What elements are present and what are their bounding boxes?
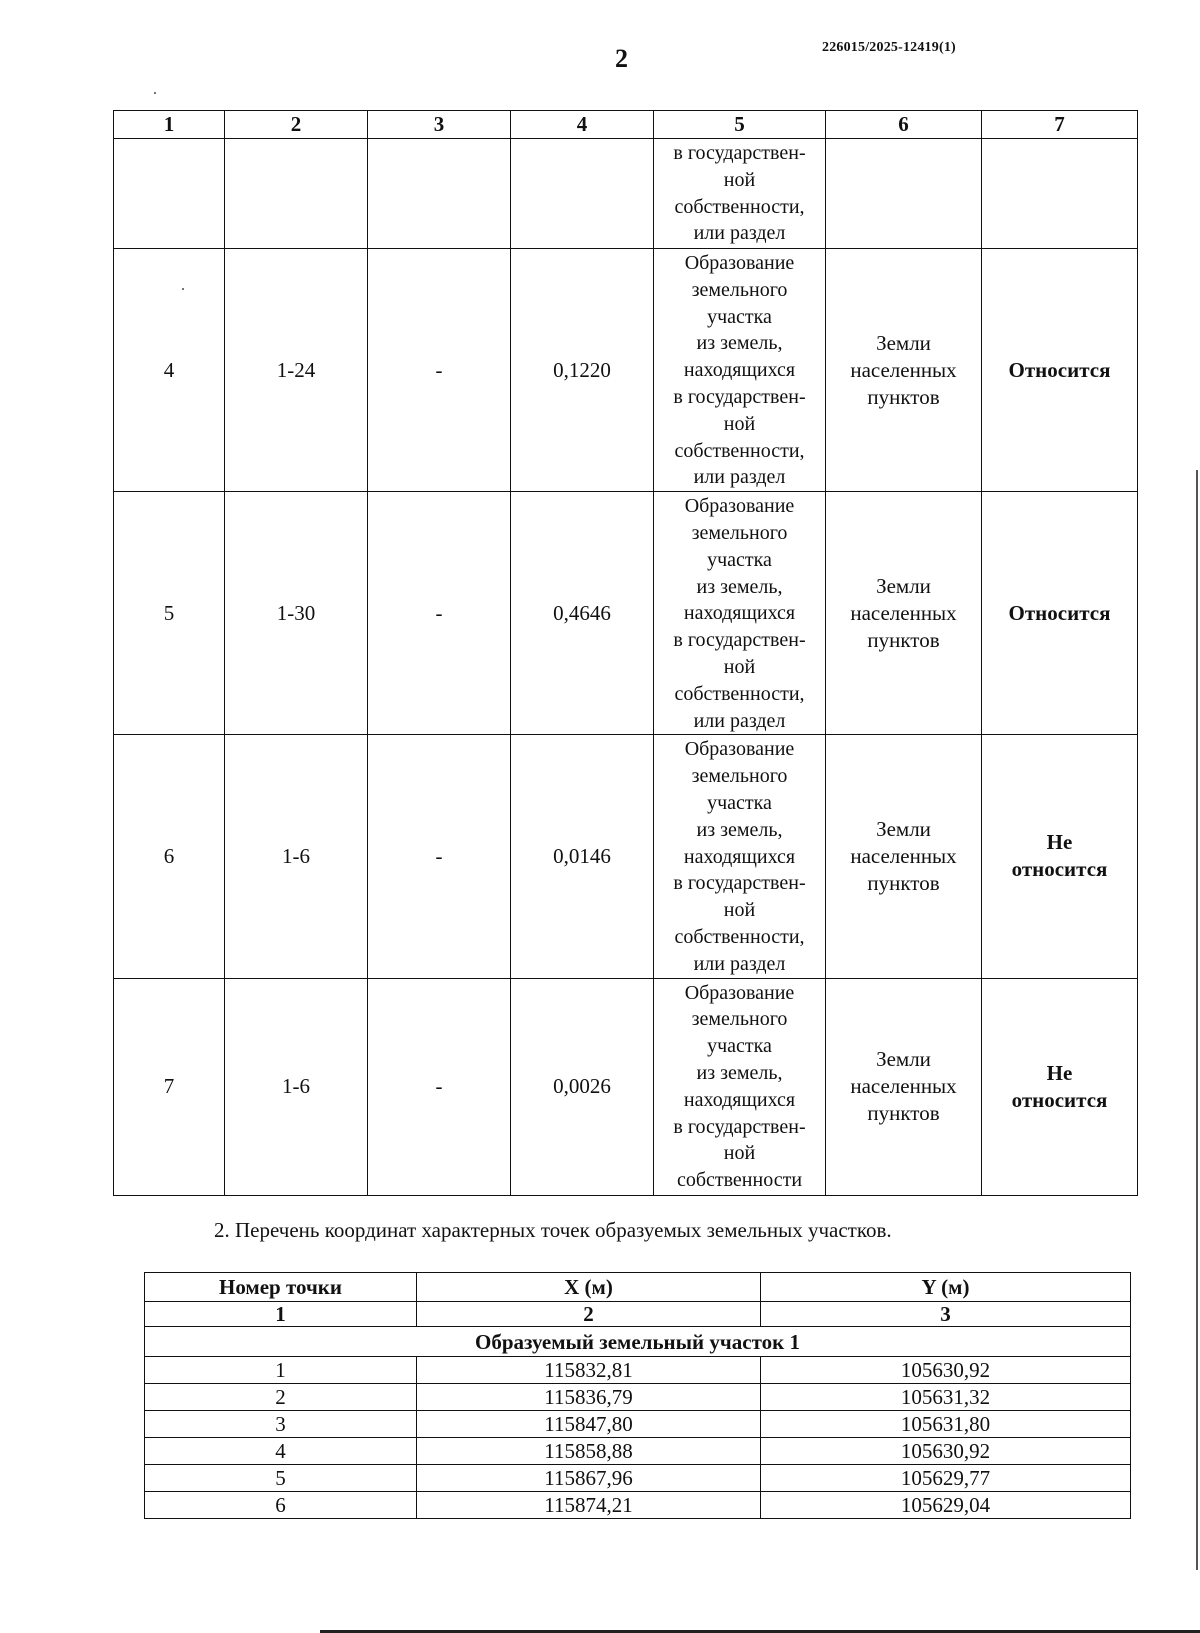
cell-line: собственности, (674, 925, 805, 948)
cadastral-cell: 1-6 (225, 735, 368, 978)
cell-line: находящихся (683, 359, 796, 382)
cell-line: пунктов (867, 627, 940, 652)
column-header: Номер точки (145, 1273, 417, 1302)
table-header-row (114, 111, 1138, 139)
table-cell (826, 139, 982, 249)
land-category-cell (826, 492, 982, 735)
land-category-cell (826, 978, 982, 1195)
cell-line: участка (707, 305, 772, 328)
table-row (114, 978, 1138, 1195)
scan-edge (1196, 470, 1198, 1570)
cell-line: ной (723, 1142, 756, 1165)
cell-line: земельного (691, 765, 788, 788)
relation-cell (982, 249, 1138, 492)
cell-line: из земель, (696, 818, 783, 841)
cell-line: Образование (684, 252, 795, 274)
cell-line: населенных (850, 600, 957, 625)
x-coordinate-cell: 115874,21 (417, 1492, 761, 1519)
cell-line: в государствен- (673, 1115, 806, 1138)
table-row (145, 1384, 1131, 1411)
group-row (145, 1327, 1131, 1357)
column-header: 5 (654, 111, 826, 139)
row-number-cell: 6 (114, 735, 225, 978)
formation-method-cell (654, 492, 826, 735)
cell-line: или раздел (693, 709, 786, 732)
row-number-cell: 5 (114, 492, 225, 735)
row-number-cell: 4 (114, 249, 225, 492)
column-header: 3 (368, 111, 511, 139)
cell-line: Относится (1008, 600, 1111, 625)
y-coordinate-cell: 105630,92 (761, 1438, 1131, 1465)
cell-line: ной (723, 899, 756, 922)
area-cell: 0,0026 (511, 978, 654, 1195)
cell-line: пунктов (867, 384, 940, 409)
cell-line: или раздел (693, 466, 786, 489)
table-row (145, 1357, 1131, 1384)
x-coordinate-cell: 115858,88 (417, 1438, 761, 1465)
point-number-cell: 5 (145, 1465, 417, 1492)
column-header: 4 (511, 111, 654, 139)
table-cell (368, 139, 511, 249)
cell-line: Не (1046, 830, 1073, 855)
y-coordinate-cell: 105631,32 (761, 1384, 1131, 1411)
document-id: 226015/2025-12419(1) (822, 40, 956, 55)
cell-line: находящихся (683, 1088, 796, 1111)
formation-method-cell (654, 978, 826, 1195)
cadastral-cell: 1-24 (225, 249, 368, 492)
land-category-cell (826, 735, 982, 978)
cell-line: Земли (876, 330, 931, 355)
column-number-row (145, 1302, 1131, 1327)
table-cell (114, 139, 225, 249)
cell-line: Образование (684, 981, 795, 1004)
cell-line: Земли (876, 573, 931, 598)
column-number: 1 (145, 1302, 417, 1327)
cell-line: Земли (876, 1047, 931, 1072)
cell-line: Образование (684, 495, 795, 518)
cell-line: из земель, (696, 332, 783, 355)
cell-line: находящихся (683, 845, 796, 868)
column-header: 2 (225, 111, 368, 139)
cell-line: в государствен- (673, 142, 806, 164)
cell-line: населенных (850, 1074, 957, 1099)
table-row (145, 1411, 1131, 1438)
cadastral-cell: 1-6 (225, 978, 368, 1195)
cell-line: из земель, (696, 1061, 783, 1084)
column-header: 6 (826, 111, 982, 139)
point-number-cell: 2 (145, 1384, 417, 1411)
column-header: 1 (114, 111, 225, 139)
cell-line: ной (723, 168, 756, 191)
cell-line: населенных (850, 843, 957, 868)
area-cell: 0,0146 (511, 735, 654, 978)
table-row (114, 735, 1138, 978)
table-row (114, 139, 1138, 249)
table-cell: - (368, 492, 511, 735)
x-coordinate-cell: 115832,81 (417, 1357, 761, 1384)
cell-line: земельного (691, 1008, 788, 1031)
cell-line: или раздел (693, 222, 786, 245)
table-row (145, 1438, 1131, 1465)
cell-line: земельного (691, 278, 788, 301)
table-row (145, 1492, 1131, 1519)
cell-line: относится (1011, 1087, 1108, 1112)
cell-line: Земли (876, 816, 931, 841)
table-cell (225, 139, 368, 249)
table-cell: - (368, 735, 511, 978)
cell-line: ной (723, 655, 756, 678)
cell-line: находящихся (683, 602, 796, 625)
formation-method-cell (654, 249, 826, 492)
point-number-cell: 6 (145, 1492, 417, 1519)
x-coordinate-cell: 115836,79 (417, 1384, 761, 1411)
cell-line: участка (707, 1035, 772, 1058)
column-header: Y (м) (761, 1273, 1131, 1302)
cell-line: собственности (676, 1169, 803, 1192)
column-number: 3 (761, 1302, 1131, 1327)
point-number-cell: 1 (145, 1357, 417, 1384)
point-number-cell: 4 (145, 1438, 417, 1465)
cell-line: Не (1046, 1060, 1073, 1085)
cell-line: или раздел (693, 952, 786, 975)
cell-line: собственности, (674, 195, 805, 218)
y-coordinate-cell: 105629,04 (761, 1492, 1131, 1519)
cell-line: собственности, (674, 439, 805, 462)
cell-line: ной (723, 412, 756, 435)
coordinates-table (144, 1272, 1131, 1519)
relation-cell (982, 492, 1138, 735)
column-number: 2 (417, 1302, 761, 1327)
table-row (114, 492, 1138, 735)
table-row (114, 249, 1138, 492)
x-coordinate-cell: 115867,96 (417, 1465, 761, 1492)
column-header: X (м) (417, 1273, 761, 1302)
cell-line: из земель, (696, 575, 783, 598)
cadastral-cell: 1-30 (225, 492, 368, 735)
cell-line: Относится (1008, 357, 1111, 382)
cell-line: в государствен- (673, 872, 806, 895)
cell-line: собственности, (674, 682, 805, 705)
cell-line: участка (707, 548, 772, 571)
land-plots-table (113, 110, 1138, 1196)
cell-line: населенных (850, 357, 957, 382)
column-header: 7 (982, 111, 1138, 139)
cell-line: пунктов (867, 870, 940, 895)
y-coordinate-cell: 105630,92 (761, 1357, 1131, 1384)
area-cell: 0,4646 (511, 492, 654, 735)
y-coordinate-cell: 105631,80 (761, 1411, 1131, 1438)
land-category-cell (826, 249, 982, 492)
cell-line: пунктов (867, 1101, 940, 1126)
section-heading: 2. Перечень координат характерных точек образуемых земельных участков. (214, 1218, 892, 1242)
cell-line: участка (707, 791, 772, 814)
table-cell (982, 139, 1138, 249)
area-cell: 0,1220 (511, 249, 654, 492)
cell-line: земельного (691, 521, 788, 544)
cell-line: относится (1011, 857, 1108, 882)
formation-method-cell (654, 735, 826, 978)
table-cell: - (368, 249, 511, 492)
table-header-row (145, 1273, 1131, 1302)
cell-line: в государствен- (673, 385, 806, 408)
relation-cell (982, 978, 1138, 1195)
scan-speck (154, 92, 156, 94)
row-number-cell: 7 (114, 978, 225, 1195)
group-label: Образуемый земельный участок 1 (145, 1327, 1131, 1357)
table-cell (511, 139, 654, 249)
point-number-cell: 3 (145, 1411, 417, 1438)
cell-line: в государствен- (673, 629, 806, 652)
y-coordinate-cell: 105629,77 (761, 1465, 1131, 1492)
x-coordinate-cell: 115847,80 (417, 1411, 761, 1438)
table-row (145, 1465, 1131, 1492)
relation-cell (982, 735, 1138, 978)
cell-line: Образование (684, 738, 795, 761)
formation-method-cell (654, 139, 826, 249)
table-cell: - (368, 978, 511, 1195)
page-number: 2 (615, 44, 628, 73)
